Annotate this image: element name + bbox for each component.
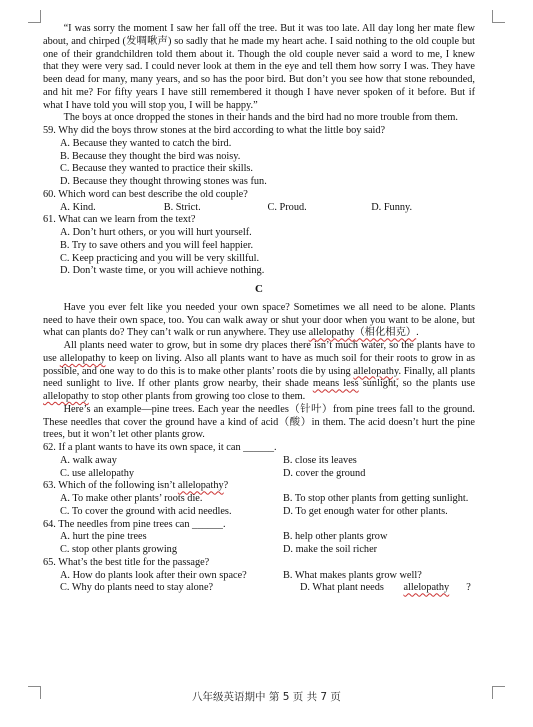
options-row: [43, 531, 475, 544]
text-run: ?: [466, 582, 471, 594]
text-run: .: [416, 327, 419, 339]
option-a: A. walk away: [60, 454, 117, 466]
option-b: B. What makes plants grow well?: [283, 569, 422, 581]
term-means-less: means less: [312, 378, 359, 390]
question-stem: 59. Why did the boys throw stones at the bird according to what the little boy said?: [43, 125, 386, 136]
option-d: D. Don’t waste time, or you will achieve nothing.: [60, 265, 265, 277]
option-d: D. To get enough water for other plants.: [283, 505, 448, 517]
option-a: A. Don’t hurt others, or you will hurt yourself.: [60, 227, 252, 238]
term-allelopathy: allelopathy: [177, 480, 224, 492]
option-d: D. cover the ground: [283, 467, 366, 479]
option-b: B. help other plants grow: [283, 531, 388, 543]
passage-b-paragraph: “I was sorry the moment I saw her fall off the tree. But it was too late. All day long her mate flew about, and chirped (发啁啾声) so sadly that he made my heart ache. I said nothing to the old couple but one of their grandchildren told them about it. Though the old couple never said a word to me, I knew that they were very sad. I could never look at them in the eye and tell them how sorry I was. They have been dead for many, many years, and so has the poor bird. But don’t you see how that stone rebounded, and hit me? For fifty years I have still remembered it though I have never spoken of it before. But if what I have told you will stop you, I will be happy.”: [43, 23, 475, 111]
option-a: A. Kind.: [60, 201, 96, 213]
option-c: C. Why do plants need to stay alone?: [60, 582, 214, 594]
option-b: B. To stop other plants from getting sunlight.: [283, 493, 469, 504]
options-row: [43, 544, 475, 557]
page-content: [43, 23, 475, 595]
option-b: B. Try to save others and you will feel happier.: [60, 239, 254, 251]
options-row: [43, 570, 475, 583]
passage-c-paragraph: [43, 340, 475, 404]
option-a: A. Because they wanted to catch the bird.: [60, 137, 232, 149]
passage-c-paragraph: [43, 302, 475, 340]
option-c: C. Proud.: [267, 201, 307, 213]
option-c: C. Keep practicing and you will be very skillful.: [60, 252, 260, 264]
option-d: D. Because they thought throwing stones was fun.: [60, 176, 267, 187]
text-run: All plants need water to grow, but in some dry places there isn’t much water, so the plants have to use: [43, 340, 475, 364]
options-row: [43, 506, 475, 519]
text-run: to stop other plants from growing too close to them.: [88, 391, 306, 402]
term-allelopathy: allelopathy: [308, 327, 355, 339]
options-row: [43, 202, 475, 215]
question-62: [43, 442, 475, 480]
text-run: sunlight, so the plants use: [358, 378, 476, 390]
text-run: to keep on living. Also all plants want to have as much soil for their roots to grow in as possible, and one way to do this is to make other plants’ roots die by using: [43, 352, 475, 377]
option-b: B. Because they thought the bird was noisy.: [60, 150, 241, 162]
options-row: [43, 582, 475, 595]
passage-c-paragraph: Here’s an example—pine trees. Each year the needles（针叶）from pine trees fall to the ground. These needles that cover the ground have a kind of acid（酸）in them. The acid doesn’t hurt the pine trees, but it won’t let other plants grow.: [43, 403, 475, 441]
option-d: [266, 582, 471, 595]
text-run: 63. Which of the following isn’t: [43, 480, 178, 492]
question-stem: 65. What’s the best title for the passage?: [43, 556, 210, 568]
option-a: A. To make other plants’ roots die.: [60, 493, 203, 504]
options-row: [43, 493, 475, 506]
term-allelopathy: allelopathy: [43, 391, 89, 402]
option-c: C. stop other plants growing: [60, 544, 177, 555]
question-stem: 62. If a plant wants to have its own space, it can ______.: [43, 442, 277, 453]
text-run: D. What plant needs: [300, 582, 387, 594]
page-footer: 八年级英语期中 第 5 页 共 7 页: [192, 691, 341, 703]
options-row: [43, 468, 475, 481]
question-60: [43, 189, 475, 215]
question-stem: 61. What can we learn from the text?: [43, 214, 196, 226]
term-gloss: （相化相克）: [354, 327, 417, 339]
text-run: . Finally, all plants need sunlight to live. If other plants grow nearby, their shade: [43, 365, 475, 390]
section-heading: C: [255, 283, 263, 295]
option-d: D. Funny.: [371, 201, 413, 213]
text-run: Have you ever felt like you needed your own space? Sometimes we all need to be alone. Plants need to have their own space, too. You can walk away or shut your door when you want to be alone, but what can plants do? They can’t walk or run anywhere. They use: [43, 301, 475, 339]
option-a: A. hurt the pine trees: [60, 531, 147, 543]
question-stem: 64. The needles from pine trees can ______.: [43, 518, 226, 530]
option-c: C. To cover the ground with acid needles.: [60, 505, 232, 517]
option-b: B. close its leaves: [283, 454, 357, 466]
option-b: B. Strict.: [163, 201, 201, 213]
option-c: C. use allelopathy: [60, 467, 135, 479]
option-d: D. make the soil richer: [283, 544, 378, 555]
crop-mark-top-right: [492, 10, 505, 23]
term-allelopathy: allelopathy: [403, 582, 450, 594]
term-allelopathy: allelopathy: [353, 365, 399, 377]
passage-b-paragraph: The boys at once dropped the stones in their hands and the bird had no more trouble from them.: [63, 112, 458, 124]
question-63: [43, 480, 475, 518]
term-allelopathy: allelopathy: [59, 352, 106, 364]
crop-mark-top-left: [28, 10, 41, 23]
question-stem: [43, 480, 475, 493]
text-run: ?: [223, 480, 229, 492]
question-59: [43, 125, 475, 189]
options-row: [43, 455, 475, 468]
question-65: [43, 557, 475, 595]
option-c: C. Because they wanted to practice their skills.: [60, 163, 254, 175]
option-a: A. How do plants look after their own space?: [60, 569, 247, 581]
question-64: [43, 519, 475, 557]
question-61: [43, 214, 475, 278]
question-stem: 60. Which word can best describe the old couple?: [43, 188, 248, 200]
